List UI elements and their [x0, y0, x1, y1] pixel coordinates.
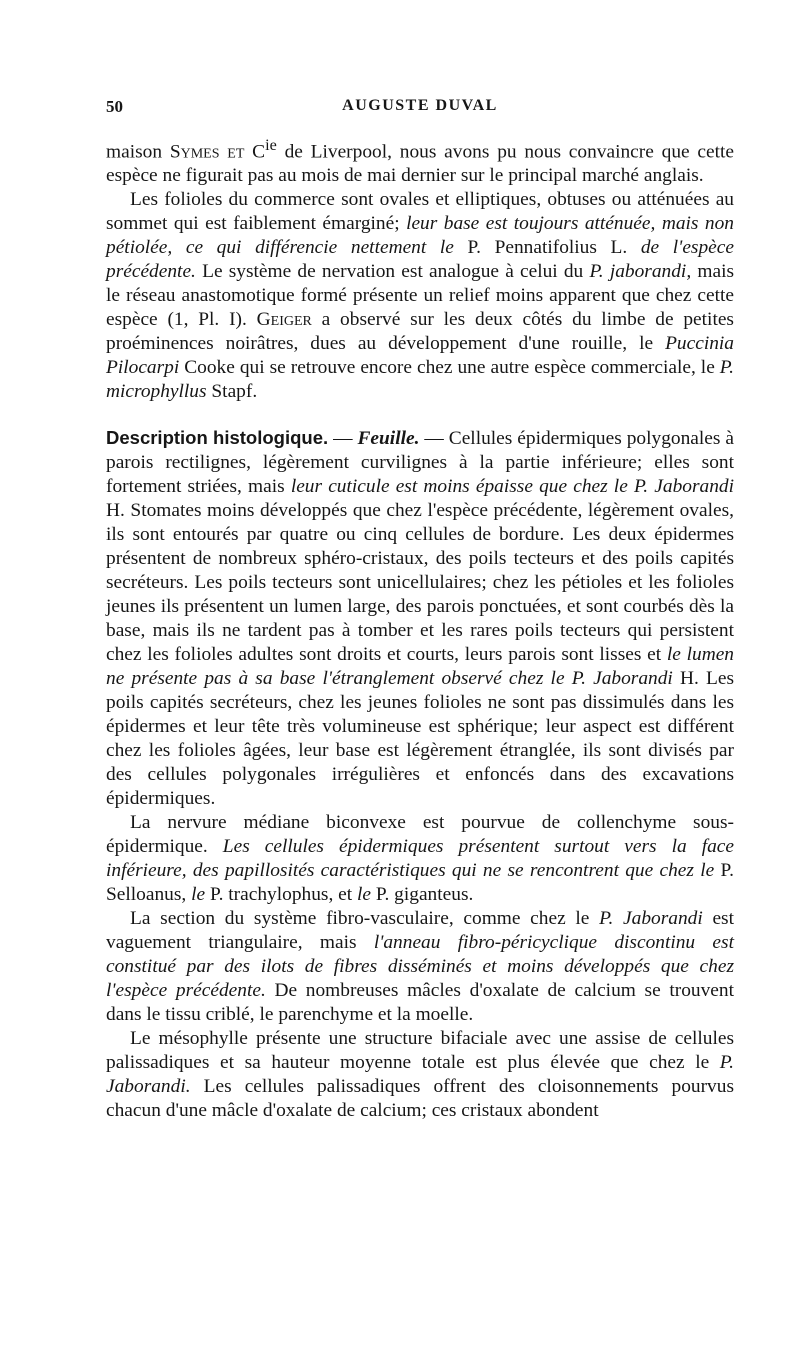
text-run: — Cellules épidermiques polygonales à parois rectilignes, légèrement curvilignes à la partie inférieure; elles sont fortement striées, mais — [106, 428, 735, 498]
superscript: ie — [265, 137, 277, 154]
species-name: Puccinia Pilocarpi — [106, 333, 734, 379]
italic-run: le — [191, 884, 206, 906]
text-run: Le mésophylle présente une structure bifaciale avec une assise de cellules palissadiques et sa hauteur moyenne totale est plus élevée que chez le — [106, 1028, 734, 1074]
species-name: P. microphyllus — [106, 357, 734, 403]
subsection-heading: Feuille. — [357, 428, 420, 450]
paragraph-mesophyll — [106, 1027, 734, 1123]
page-header — [106, 97, 734, 123]
text-run: est vaguement triangulaire, mais — [106, 908, 734, 954]
paragraph-vascular-system — [106, 907, 734, 1027]
text-run: Les folioles du commerce sont ovales et elliptiques, obtuses ou atténuées au sommet qui est faiblement émarginé; — [106, 189, 734, 235]
text-run: P. Selloanus, — [106, 860, 734, 906]
italic-run: de l'espèce précédente. — [106, 237, 734, 283]
text-run: maison — [106, 141, 170, 163]
text-run: La nervure médiane biconvexe est pourvue de collenchyme sous-épidermique. — [106, 812, 734, 858]
species-name: P. jaborandi, — [589, 261, 692, 283]
text-run: H. Stomates moins développés que chez l'espèce précédente, légèrement ovales, ils sont entourés par quatre ou cinq cellules de bordure. Les deux épidermes présentent de nombreux sphéro-cristaux, des poils tecteurs et des poils capités secréteurs. Les poils tecteurs sont unicellulaires; chez les pétioles et les folioles jeunes ils présentent un lumen large, des parois ponctuées, et sont courbés dès la base, mais ils ne tardent pas à tomber et les rares poils tecteurs qui persistent chez les folioles adultes sont droits et courts, leurs parois sont lisses et — [106, 500, 734, 666]
author-name: Geiger — [256, 309, 312, 331]
text-run: Stapf. — [206, 381, 258, 403]
paragraph-commercial-leaflets — [106, 188, 734, 404]
text-run: de Liverpool, nous avons pu nous convaincre que cette espèce ne figurait pas au mois de mai dernier sur le principal marché anglais. — [106, 141, 734, 187]
italic-run: leur cuticule est moins épaisse que chez le P. Jaborandi — [290, 476, 734, 498]
company-name: Symes et C — [169, 141, 266, 163]
paragraph-continuation — [106, 134, 734, 188]
text-run: P. Pennatifolius L. — [453, 237, 641, 259]
text-run: — — [328, 428, 358, 450]
text-run: Le système de nervation est analogue à celui du — [195, 261, 590, 283]
paragraph-midrib — [106, 811, 734, 907]
text-run: La section du système fibro-vasculaire, comme chez le — [130, 908, 600, 930]
text-run: H. Les poils capités secréteurs, chez les jeunes folioles ne sont pas dissimulés dans les épidermes et leur tête très volumineuse est sphérique; leur aspect est différent chez les folioles âgées, leur base est légèrement étranglée, ils sont divisés par des cellules polygonales irrégulières et enfoncés dans des excavations épidermiques. — [106, 668, 735, 810]
text-run: a observé sur les deux côtés du limbe de petites proéminences noirâtres, dues au développement d'une rouille, le — [106, 309, 734, 355]
italic-run: le — [357, 884, 371, 906]
running-title: AUGUSTE DUVAL — [342, 97, 498, 114]
italic-run: l'anneau fibro-péricyclique discontinu est constitué par des ilots de fibres disséminés et moins développés que chez l'espèce précédente. — [106, 932, 734, 1002]
body-text — [106, 134, 734, 1123]
text-run: mais le réseau anastomotique formé présente un relief moins apparent que chez cette espèce (1, Pl. I). — [106, 261, 734, 331]
species-name: P. Jaborandi. — [106, 1052, 734, 1098]
text-run: De nombreuses mâcles d'oxalate de calcium se trouvent dans le tissu criblé, le parenchyme et la moelle. — [106, 980, 734, 1026]
page-number: 50 — [106, 97, 123, 116]
text-run: P. trachylophus, et — [205, 884, 357, 906]
text-run: P. giganteus. — [371, 884, 474, 906]
section-heading: Description histologique. — [106, 427, 329, 449]
text-run: Cooke qui se retrouve encore chez une autre espèce commerciale, le — [179, 357, 720, 379]
paragraph-histology — [106, 426, 734, 811]
text-run: Les cellules palissadiques offrent des cloisonnements pourvus chacun d'une mâcle d'oxalate de calcium; ces cristaux abondent — [106, 1076, 734, 1122]
italic-run: le lumen ne présente pas à sa base l'étranglement observé chez le P. Jaborandi — [106, 644, 734, 690]
italic-run: Les cellules épidermiques présentent surtout vers la face inférieure, des papillosités caractéristiques qui ne se rencontrent que chez le — [106, 836, 734, 882]
species-name: P. Jaborandi — [599, 908, 703, 930]
italic-run: leur base est toujours atténuée, mais non pétiolée, ce qui différencie nettement le — [106, 213, 734, 259]
